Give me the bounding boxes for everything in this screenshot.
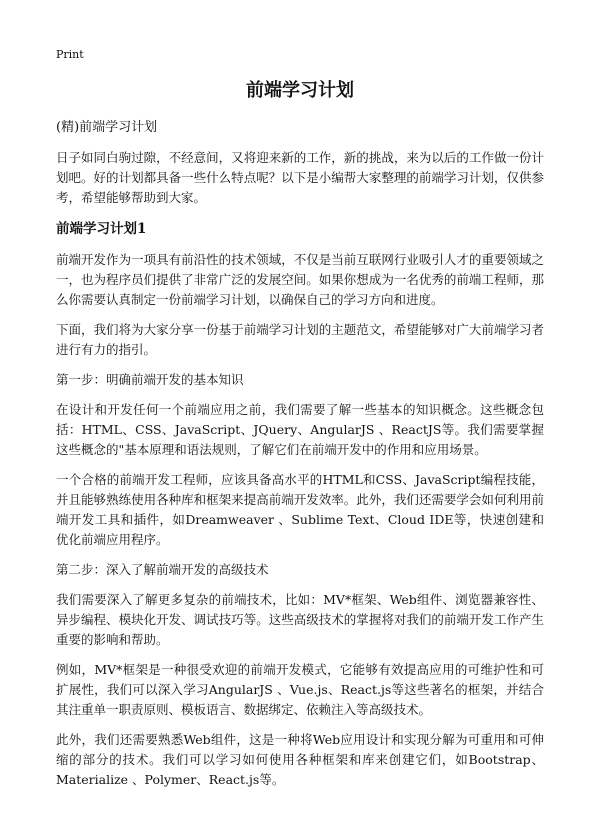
step-2-paragraph: 此外，我们还需要熟悉Web组件，这是一种将Web应用设计和实现分解为可重用和可伸缩的部分的技术。我们可以学习如何使用各种框架和库来创建它们，如Bootstrap、Materialize 、Polymer、React.js等。: [56, 732, 544, 787]
step-2-paragraph: 例如，MV*框架是一种很受欢迎的前端开发模式，它能够有效提高应用的可维护性和可扩展性，我们可以深入学习AngularJS 、Vue.js、React.js等这些著名的框架，并结合其注重单一职责原则、模板语言、数据绑定、依赖注入等高级技术。: [56, 662, 544, 717]
step-2-paragraph: 我们需要深入了解更多复杂的前端技术，比如：MV*框架、Web组件、浏览器兼容性、异步编程、模块化开发、调试技巧等。这些高级技术的掌握将对我们的前端开发工作产生重要的影响和帮助。: [56, 592, 544, 647]
step-1-paragraph: 一个合格的前端开发工程师，应该具备高水平的HTML和CSS、JavaScript编程技能，并且能够熟练使用各种库和框架来提高前端开发效率。此外，我们还需要学会如何利用前端开发工具和插件，如Dreamweaver 、Sublime Text、Cloud IDE等，快速创建和优化前端应用程序。: [56, 472, 544, 547]
body-paragraph: 前端开发作为一项具有前沿性的技术领域，不仅是当前互联网行业吸引人才的重要领域之一，也为程序员们提供了非常广泛的发展空间。如果你想成为一名优秀的前端工程师，那么你需要认真制定一份前端学习计划，以确保自己的学习方向和进度。: [56, 252, 544, 307]
body-paragraph: 下面，我们将为大家分享一份基于前端学习计划的主题范文，希望能够对广大前端学习者进行有力的指引。: [56, 322, 544, 357]
intro-paragraph: 日子如同白驹过隙，不经意间，又将迎来新的工作，新的挑战，来为以后的工作做一份计划吧。好的计划都具备一些什么特点呢？以下是小编帮大家整理的前端学习计划，仅供参考，希望能够帮助到大家。: [56, 150, 544, 205]
step-2-heading: 第二步：深入了解前端开发的高级技术: [56, 562, 269, 577]
step-1-heading: 第一步：明确前端开发的基本知识: [56, 372, 244, 387]
document-subtitle: (精)前端学习计划: [56, 120, 158, 135]
section-heading: 前端学习计划1: [56, 221, 147, 237]
document-title: 前端学习计划: [246, 80, 354, 101]
print-link[interactable]: Print: [56, 48, 84, 61]
step-1-paragraph: 在设计和开发任何一个前端应用之前，我们需要了解一些基本的知识概念。这些概念包括：HTML、CSS、JavaScript、JQuery、AngularJS 、ReactJS等。我们需要掌握这些概念的"基本原理和语法规则，了解它们在前端开发中的作用和应用场景。: [56, 402, 544, 457]
